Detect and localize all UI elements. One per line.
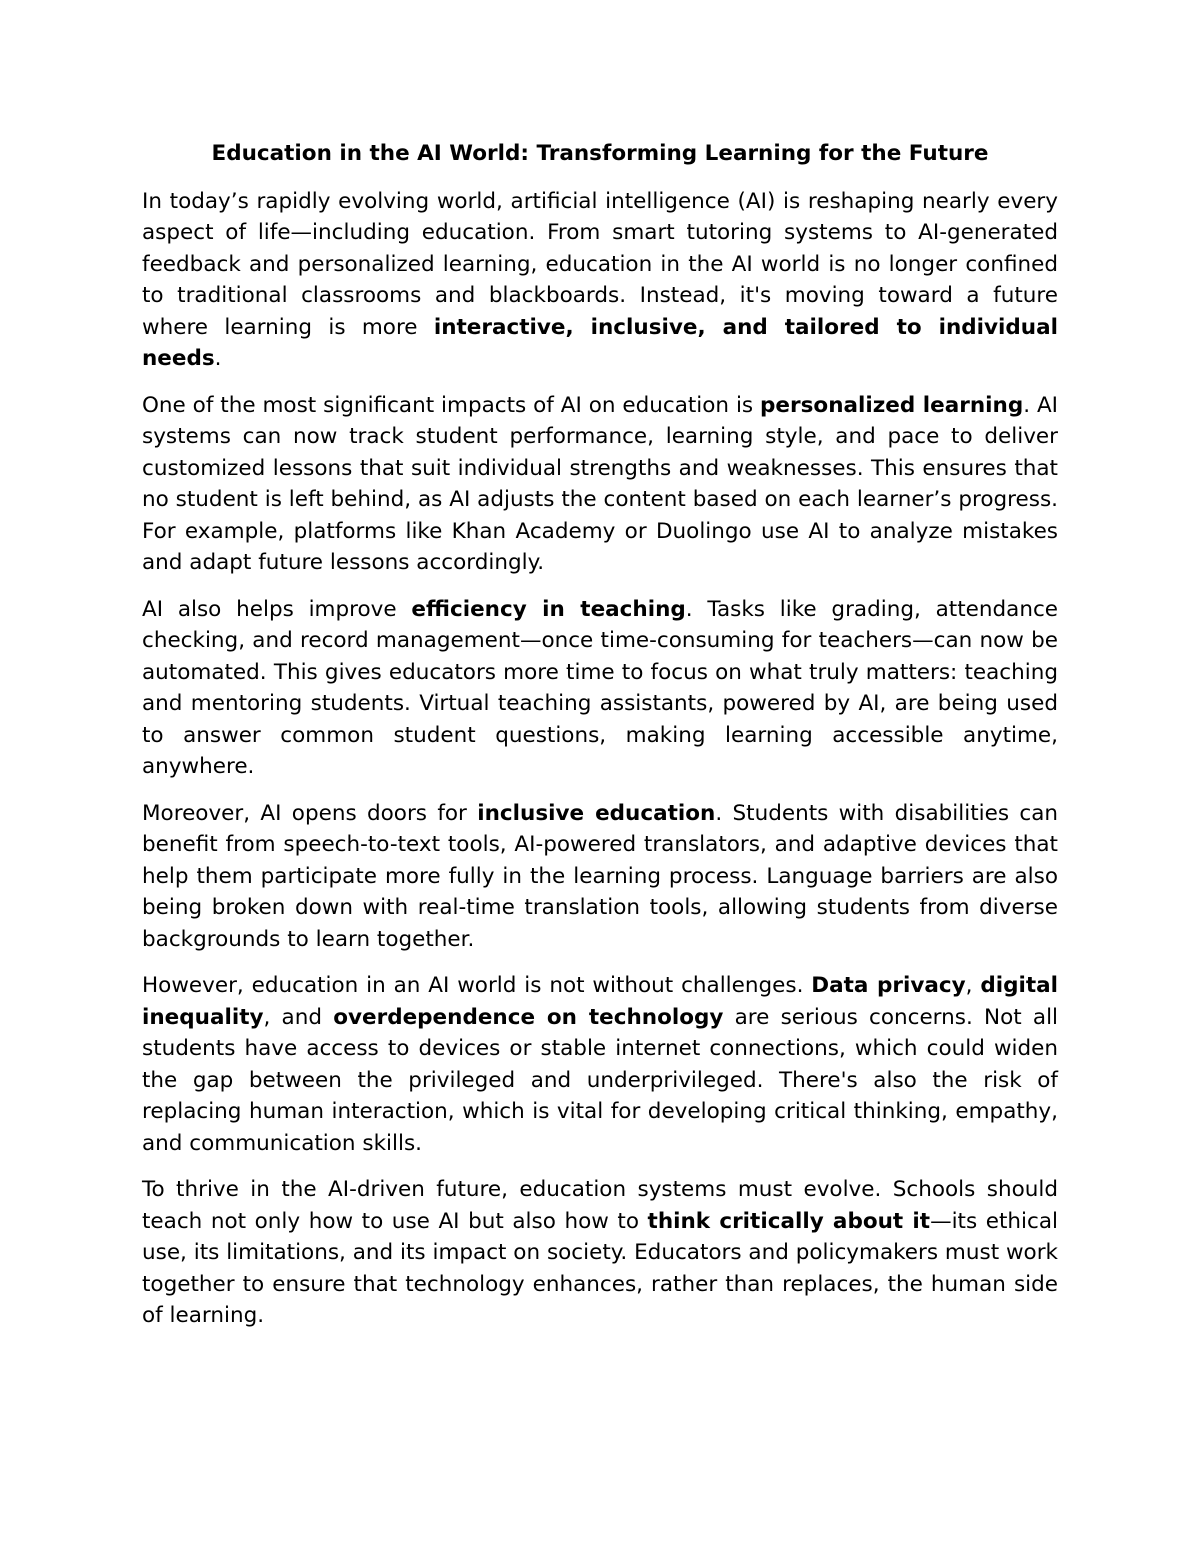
text-run: Moreover, AI opens doors for	[142, 800, 478, 826]
paragraph	[142, 1174, 1058, 1332]
bold-text-run: overdependence on technology	[333, 1004, 724, 1030]
text-run: , and	[263, 1004, 334, 1030]
bold-text-run: interactive, inclusive, and tailored to individual needs	[142, 314, 1058, 371]
paragraph	[142, 186, 1058, 375]
text-run: . Students with disabilities can benefit from speech-to-text tools, AI-powered translators, and adaptive devices that help them participate more fully in the learning process. Language barriers are also being broken down with real-time translation tools, allowing students from diverse backgrounds to learn together.	[142, 800, 1058, 952]
text-run: However, education in an AI world is not without challenges.	[142, 973, 812, 998]
text-run: AI also helps improve	[142, 596, 412, 622]
text-run: . Tasks like grading, attendance checking, and record management—once time-consuming for teachers—can now be automated. This gives educators more time to focus on what truly matters: teaching and mentoring students. Virtual teaching assistants, powered by AI, are being used to answer common student questions, making learning accessible anytime, anywhere.	[142, 596, 1058, 779]
text-run: To thrive in the AI-driven future, education systems must evolve. Schools should teach not only how to use AI but also how to	[142, 1177, 1058, 1234]
document-body	[142, 138, 1058, 1347]
bold-text-run: personalized learning	[760, 392, 1024, 418]
bold-text-run: Data privacy	[811, 973, 966, 998]
bold-text-run: efficiency in teaching	[411, 596, 686, 622]
bold-text-run: digital inequality	[142, 973, 1058, 1030]
paragraph	[142, 798, 1058, 956]
text-run: are serious concerns. Not all students have access to devices or stable internet connections, which could widen the gap between the privileged and underprivileged. There's also the risk of replacing human interaction, which is vital for developing critical thinking, empathy, and communication skills.	[142, 1004, 1059, 1156]
document-title: Education in the AI World: Transforming Learning for the Future	[211, 141, 989, 166]
paragraph	[142, 970, 1058, 1159]
text-run: —its ethical use, its limitations, and its impact on society. Educators and policymakers must work together to ensure that technology enhances, rather than replaces, the human side of learning.	[142, 1208, 1058, 1328]
text-run: . AI systems can now track student performance, learning style, and pace to deliver customized lessons that suit individual strengths and weaknesses. This ensures that no student is left behind, as AI adjusts the content based on each learner’s progress. For example, platforms like Khan Academy or Duolingo use AI to analyze mistakes and adapt future lessons accordingly.	[142, 392, 1059, 575]
text-run: One of the most significant impacts of AI on education is	[142, 392, 761, 418]
paragraph	[142, 390, 1058, 579]
paragraph	[142, 594, 1058, 783]
text-run: .	[214, 346, 222, 371]
bold-text-run: inclusive education	[477, 800, 716, 826]
paragraph-list	[142, 186, 1058, 1332]
text-run: ,	[965, 973, 981, 998]
text-run: In today’s rapidly evolving world, artificial intelligence (AI) is reshaping nearly every aspect of life—including education. From smart tutoring systems to AI-generated feedback and personalized learning, education in the AI world is no longer confined to traditional classrooms and blackboards. Instead, it's moving toward a future where learning is more	[142, 188, 1058, 340]
bold-text-run: think critically about it	[647, 1208, 931, 1234]
